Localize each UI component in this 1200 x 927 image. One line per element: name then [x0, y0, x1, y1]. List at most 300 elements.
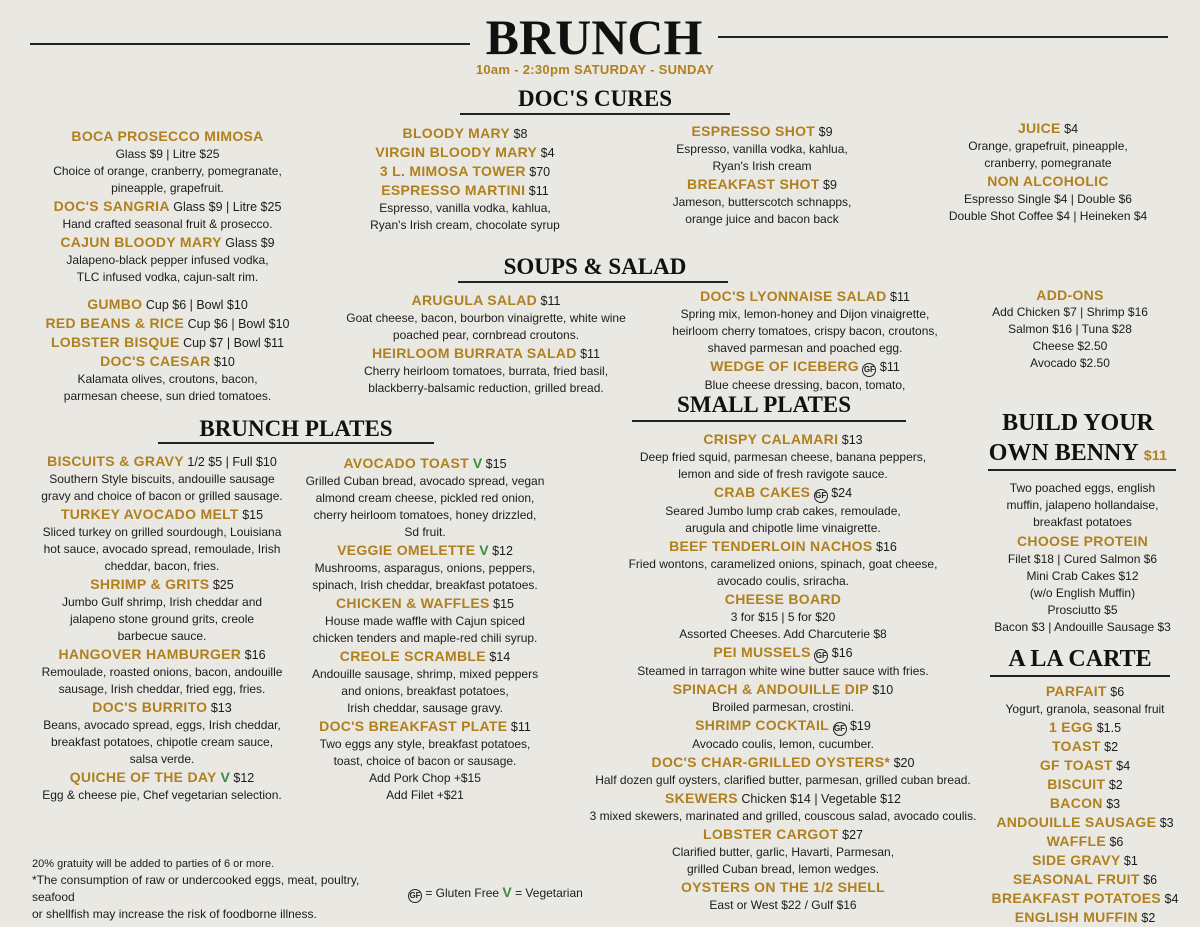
soups-rule: [458, 281, 728, 283]
menu-item: [578, 626, 988, 643]
menu-item: [578, 825, 988, 878]
menu-item-name: LOBSTER CARGOT: [703, 826, 839, 842]
menu-item-name: CHEESE BOARD: [724, 591, 842, 607]
menu-item-name: SKEWERS: [665, 790, 738, 806]
menu-item-price: $13: [838, 433, 863, 447]
menu-item: [985, 870, 1185, 889]
cures-col2: [320, 124, 610, 234]
menu-item-price: $12: [229, 771, 255, 785]
menu-item-name: OYSTERS ON THE 1/2 SHELL: [680, 879, 885, 895]
menu-item-price: $9: [819, 178, 837, 192]
menu-item-price: $10: [868, 683, 894, 697]
benny-protein-list-line: Filet $18 | Cured Salmon $6: [1007, 552, 1158, 566]
menu-item-name: ANDOUILLE SAUSAGE: [996, 814, 1157, 830]
menu-item: [578, 753, 988, 789]
cures-col3: [612, 122, 912, 228]
menu-item: [908, 172, 1188, 225]
menu-item-name: GF TOAST: [1039, 757, 1113, 773]
menu-item: [578, 878, 988, 914]
menu-item-heading: [290, 717, 560, 736]
benny-protein-list-line: Bacon $3 | Andouille Sausage $3: [994, 620, 1171, 634]
menu-item-desc-line: Clarified butter, garlic, Havarti, Parmesan,: [671, 845, 895, 859]
menu-item: [578, 789, 988, 825]
menu-item-desc-line: barbecue sauce.: [117, 629, 207, 643]
gluten-free-icon: GF: [862, 363, 876, 377]
menu-item-heading: [326, 344, 646, 363]
menu-item-heading: [660, 287, 950, 306]
alacarte-col: [985, 682, 1185, 927]
menu-item-price: $8: [510, 127, 528, 141]
menu-item-name: VEGGIE OMELETTE: [337, 542, 476, 558]
menu-item-price: $20: [890, 756, 915, 770]
menu-item-desc-line: gravy and choice of bacon or grilled sausage.: [41, 489, 283, 503]
menu-item-heading: [578, 716, 988, 736]
menu-item-desc-line: Jumbo Gulf shrimp, Irish cheddar and: [61, 595, 263, 609]
benny-protein-list-line: (w/o English Muffin): [1029, 586, 1136, 600]
menu-item-desc-line: 3 mixed skewers, marinated and grilled, couscous salad, avocado coulis.: [589, 809, 977, 823]
title-rule-left: [30, 43, 470, 45]
menu-item-heading: [612, 175, 912, 194]
menu-item-heading: [985, 832, 1185, 851]
menu-item-price: $2: [1137, 911, 1156, 925]
addons-lines-line: Avocado $2.50: [1030, 356, 1110, 370]
menu-item-price: $11: [576, 347, 601, 361]
menu-item-price: $2: [1100, 740, 1119, 754]
menu-item: [320, 181, 610, 234]
menu-item-price: $70: [525, 165, 551, 179]
menu-item-name: TOAST: [1051, 738, 1101, 754]
menu-item-heading: [290, 454, 560, 473]
menu-item: [660, 287, 950, 357]
menu-item-price: Cup $6 | Bowl $10: [142, 298, 248, 312]
menu-item-price: $11: [525, 184, 549, 198]
menu-item: [985, 832, 1185, 851]
menu-item-desc-line: House made waffle with Cajun spiced: [325, 614, 525, 628]
section-alacarte-title: A LA CARTE: [1008, 646, 1152, 672]
menu-item: [290, 647, 560, 717]
menu-item-desc-line: cheddar, bacon, fries.: [104, 559, 220, 573]
soups-col3: [660, 287, 950, 394]
menu-item-heading: [985, 908, 1185, 927]
gluten-free-icon: GF: [814, 489, 828, 503]
menu-item-price: $4: [1112, 759, 1131, 773]
menu-item: [290, 454, 560, 541]
menu-item: [20, 197, 315, 233]
menu-item-price: $9: [815, 125, 833, 139]
menu-item: [985, 813, 1185, 832]
menu-item-price: $15: [238, 508, 264, 522]
menu-item-desc-line: jalapeno stone ground grits, creole: [69, 612, 255, 626]
menu-item-desc-line: Two eggs any style, breakfast potatoes,: [319, 737, 531, 751]
vegetarian-label: = Vegetarian: [515, 886, 583, 900]
menu-item-desc-line: spinach, Irish cheddar, breakfast potatoes.: [312, 578, 538, 592]
brunch-col2: [290, 454, 560, 804]
menu-item-desc-line: cranberry, pomegranate: [984, 156, 1112, 170]
menu-item-name: SIDE GRAVY: [1032, 852, 1121, 868]
menu-item: [985, 682, 1185, 718]
menu-item-desc-line: Glass $9 | Litre $25: [115, 147, 220, 161]
menu-item-desc-line: Mushrooms, asparagus, onions, peppers,: [314, 561, 536, 575]
menu-item-desc-line: East or West $22 / Gulf $16: [709, 898, 857, 912]
menu-item-heading: [578, 878, 988, 897]
menu-item-heading: [12, 698, 312, 717]
menu-item-heading: [320, 143, 610, 162]
benny-protein-list-line: Prosciutto $5: [1047, 603, 1118, 617]
menu-item: [326, 291, 646, 344]
menu-item-heading: [320, 162, 610, 181]
menu-item-heading: [578, 537, 988, 556]
menu-item-desc-line: Egg & cheese pie, Chef vegetarian selection.: [42, 788, 282, 802]
menu-item-price: $6: [1139, 873, 1158, 887]
benny-title-line1: BUILD YOUR: [1002, 410, 1154, 436]
menu-item-name: DOC'S LYONNAISE SALAD: [700, 288, 887, 304]
benny-title-line2: OWN BENNY: [988, 440, 1138, 466]
menu-item-name: ESPRESSO SHOT: [691, 123, 816, 139]
menu-item-desc-line: cherry heirloom tomatoes, honey drizzled,: [313, 508, 537, 522]
menu-item-name: VIRGIN BLOODY MARY: [375, 144, 538, 160]
menu-item-price: $1.5: [1093, 721, 1122, 735]
menu-item: [985, 851, 1185, 870]
vegetarian-icon: V: [468, 455, 483, 471]
menu-item-name: GUMBO: [87, 296, 143, 312]
menu-item-name: PEI MUSSELS: [713, 644, 811, 660]
benny-desc: [985, 480, 1180, 531]
menu-item-name: ARUGULA SALAD: [411, 292, 538, 308]
menu-item-name: BEEF TENDERLOIN NACHOS: [669, 538, 873, 554]
menu-item-name: HANGOVER HAMBURGER: [58, 646, 242, 662]
menu-item-name: DOC'S BURRITO: [92, 699, 208, 715]
menu-item-heading: [985, 775, 1185, 794]
legend: [408, 884, 628, 903]
menu-item-desc-line: almond cream cheese, pickled red onion,: [315, 491, 535, 505]
menu-item-desc-line: Assorted Cheeses. Add Charcuterie $8: [679, 627, 887, 641]
menu-item-price: $2: [1105, 778, 1123, 792]
menu-item-desc-line: poached pear, cornbread croutons.: [392, 328, 580, 342]
menu-item-heading: [985, 851, 1185, 870]
menu-item: [12, 575, 312, 645]
menu-item-desc-line: Avocado coulis, lemon, cucumber.: [692, 737, 874, 751]
menu-item: [320, 143, 610, 162]
benny-rule: [988, 469, 1176, 471]
addons-block: [960, 286, 1180, 372]
menu-item-heading: [985, 813, 1185, 832]
menu-item: [12, 698, 312, 768]
menu-item-heading: [985, 794, 1185, 813]
menu-item-heading: [12, 575, 312, 594]
menu-item: [290, 594, 560, 647]
menu-item-heading: [908, 172, 1188, 191]
menu-item: [12, 645, 312, 698]
menu-item-desc-line: hot sauce, avocado spread, remoulade, Irish: [43, 542, 281, 556]
menu-item: [985, 756, 1185, 775]
menu-item-heading: [320, 124, 610, 143]
menu-item: [12, 452, 312, 505]
addons-lines: [960, 304, 1180, 372]
menu-item-name: WAFFLE: [1046, 833, 1106, 849]
menu-item-price: $16: [241, 648, 266, 662]
menu-item-name: SPINACH & ANDOUILLE DIP: [672, 681, 869, 697]
menu-item-name: BISCUITS & GRAVY: [47, 453, 184, 469]
menu-item-heading: [20, 233, 315, 252]
menu-item-heading: [290, 594, 560, 613]
menu-item: [985, 775, 1185, 794]
menu-item-heading: [20, 127, 315, 146]
menu-item-desc-line: Remoulade, roasted onions, bacon, andouille: [41, 665, 283, 679]
gluten-free-icon: GF: [408, 889, 422, 903]
cures-rule: [460, 113, 730, 115]
menu-item-desc-line: Yogurt, granola, seasonal fruit: [1005, 702, 1165, 716]
menu-item-name: BLOODY MARY: [402, 125, 511, 141]
raw-food-warning: [32, 872, 392, 923]
section-soups-title: SOUPS & SALAD: [503, 254, 687, 279]
menu-item-desc-line: 3 for $15 | 5 for $20: [730, 610, 836, 624]
menu-item-desc-line: orange juice and bacon back: [685, 212, 839, 226]
section-brunch-title: BRUNCH PLATES: [199, 416, 393, 441]
menu-item-name: AVOCADO TOAST: [343, 455, 469, 471]
menu-item-name: QUICHE OF THE DAY: [69, 769, 217, 785]
menu-item-price: 1/2 $5 | Full $10: [183, 455, 277, 469]
benny-price: $11: [1143, 447, 1168, 463]
vegetarian-icon: V: [475, 542, 489, 558]
menu-item-price: $19: [846, 719, 871, 733]
menu-item-desc-line: Southern Style biscuits, andouille sausage: [49, 472, 275, 486]
menu-item: [985, 737, 1185, 756]
menu-item-price: $27: [838, 828, 863, 842]
benny-protein-list-line: Mini Crab Cakes $12: [1026, 569, 1139, 583]
menu-item-desc-line: Espresso, vanilla vodka, kahlua,: [379, 201, 551, 215]
menu-item-name: HEIRLOOM BURRATA SALAD: [371, 345, 577, 361]
menu-item-name: TURKEY AVOCADO MELT: [60, 506, 239, 522]
menu-item-heading: [20, 352, 315, 371]
menu-item-desc-line: Ryan's Irish cream: [712, 159, 812, 173]
menu-item-desc-line: Espresso Single $4 | Double $6: [964, 192, 1132, 206]
menu-item-name: 1 EGG: [1048, 719, 1094, 735]
cures-col4: [908, 119, 1188, 225]
menu-item-heading: [12, 645, 312, 664]
menu-item-name: BREAKFAST SHOT: [687, 176, 820, 192]
menu-item-name: SEASONAL FRUIT: [1012, 871, 1140, 887]
menu-item-price: $16: [828, 646, 853, 660]
menu-item-name: NON ALCOHOLIC: [987, 173, 1109, 189]
footer-notes: [32, 856, 392, 923]
menu-item-heading: [985, 682, 1185, 701]
menu-item-desc-line: Andouille sausage, shrimp, mixed peppers: [311, 667, 539, 681]
menu-item-name: BOCA PROSECCO MIMOSA: [71, 128, 264, 144]
menu-item: [20, 127, 315, 197]
addons-lines-line: Salmon $16 | Tuna $28: [1008, 322, 1132, 336]
addons-lines-line: Cheese $2.50: [1032, 339, 1108, 353]
menu-item-price: $6: [1106, 685, 1125, 699]
menu-item: [985, 718, 1185, 737]
soups-col1: [20, 295, 315, 405]
menu-item-desc-line: blackberry-balsamic reduction, grilled bread.: [368, 381, 604, 395]
menu-item-heading: [12, 768, 312, 787]
menu-item-heading: [985, 889, 1185, 908]
vegetarian-icon: V: [216, 769, 230, 785]
menu-item-heading: [908, 119, 1188, 138]
addons-lines-line: Add Chicken $7 | Shrimp $16: [992, 305, 1148, 319]
menu-item-price: Glass $9: [221, 236, 275, 250]
menu-item-name: CREOLE SCRAMBLE: [339, 648, 486, 664]
menu-item-price: $1: [1120, 854, 1138, 868]
menu-item: [20, 352, 315, 405]
menu-item-price: $16: [872, 540, 897, 554]
menu-item-desc-line: Jalapeno-black pepper infused vodka,: [66, 253, 269, 267]
menu-item-desc-line: Goat cheese, bacon, bourbon vinaigrette, white wine: [346, 311, 626, 325]
menu-item-desc-line: Blue cheese dressing, bacon, tomato,: [704, 378, 906, 392]
menu-item-price: $11: [507, 720, 531, 734]
benny-desc-line: breakfast potatoes: [1033, 515, 1132, 529]
menu-item: [660, 357, 950, 394]
menu-item-heading: [20, 197, 315, 216]
menu-item-desc-line: Sd fruit.: [404, 525, 446, 539]
menu-item-heading: [660, 357, 950, 377]
menu-item: [20, 333, 315, 352]
benny-desc-line: muffin, jalapeno hollandaise,: [1006, 498, 1159, 512]
menu-item-desc-line: Half dozen gulf oysters, clarified butter, parmesan, grilled cuban bread.: [595, 773, 971, 787]
menu-item-desc-line: Fried wontons, caramelized onions, spinach, goat cheese,: [628, 557, 938, 571]
menu-item: [578, 483, 988, 537]
menu-item: [985, 889, 1185, 908]
menu-item-heading: [326, 291, 646, 310]
cures-col1: [20, 127, 315, 286]
benny-block: [985, 480, 1180, 636]
menu-item-name: CHICKEN & WAFFLES: [336, 595, 490, 611]
soups-col2: [326, 291, 646, 397]
menu-item-price: $11: [537, 294, 561, 308]
menu-item-heading: [320, 181, 610, 200]
menu-item-heading: [578, 643, 988, 663]
menu-item: [612, 175, 912, 228]
menu-item-price: Glass $9 | Litre $25: [169, 200, 282, 214]
small-rule: [632, 420, 906, 422]
brunch-col1: [12, 452, 312, 804]
menu-item-desc-line: TLC infused vodka, cajun-salt rim.: [76, 270, 259, 284]
menu-item-price: $25: [209, 578, 234, 592]
menu-item-price: $13: [207, 701, 232, 715]
small-col: [578, 430, 988, 914]
menu-item-desc-line: parmesan cheese, sun dried tomatoes.: [63, 389, 272, 403]
gluten-free-icon: GF: [833, 722, 847, 736]
menu-item-heading: [578, 789, 988, 808]
title-rule-right: [718, 36, 1168, 38]
menu-item: [20, 314, 315, 333]
menu-item-name: BREAKFAST POTATOES: [991, 890, 1162, 906]
menu-item: [985, 908, 1185, 927]
raw-food-warning-line: or shellfish may increase the risk of foodborne illness.: [32, 907, 317, 921]
menu-item-price: Cup $7 | Bowl $11: [179, 336, 285, 350]
menu-item-heading: [578, 680, 988, 699]
menu-item: [578, 716, 988, 753]
menu-item-desc-line: and onions, breakfast potatoes,: [341, 684, 509, 698]
menu-item-price: $11: [876, 360, 900, 374]
menu-item-name: ENGLISH MUFFIN: [1014, 909, 1138, 925]
menu-item-price: $15: [489, 597, 514, 611]
menu-item-desc-line: arugula and chipotle lime vinaigrette.: [685, 521, 881, 535]
menu-item-heading: [985, 718, 1185, 737]
menu-item-desc-line: toast, choice of bacon or sausage.: [333, 754, 517, 768]
menu-item-price: Cup $6 | Bowl $10: [184, 317, 290, 331]
menu-title: BRUNCH: [485, 9, 703, 65]
menu-item-name: LOBSTER BISQUE: [50, 334, 180, 350]
menu-item-name: PARFAIT: [1045, 683, 1107, 699]
menu-item-heading: [578, 753, 988, 772]
raw-food-warning-line: *The consumption of raw or undercooked eggs, meat, poultry, seafood: [32, 873, 360, 904]
menu-item-name: RED BEANS & RICE: [45, 315, 185, 331]
menu-item-heading: [20, 333, 315, 352]
menu-item-desc-line: heirloom cherry tomatoes, crispy bacon, croutons,: [672, 324, 938, 338]
menu-item: [578, 680, 988, 716]
menu-item-price: $15: [482, 457, 507, 471]
menu-item-name: ESPRESSO MARTINI: [381, 182, 526, 198]
menu-item-desc-line: salsa verde.: [129, 752, 195, 766]
menu-item-desc-line: grilled Cuban bread, lemon wedges.: [686, 862, 880, 876]
menu-item-desc-line: Beans, avocado spread, eggs, Irish cheddar,: [43, 718, 281, 732]
gluten-free-icon: GF: [814, 649, 828, 663]
benny-protein-title: CHOOSE PROTEIN: [1017, 533, 1148, 549]
menu-item: [612, 122, 912, 175]
menu-item-desc-line: lemon and side of fresh ravigote sauce.: [678, 467, 888, 481]
menu-item: [12, 505, 312, 575]
menu-item-desc-line: Broiled parmesan, crostini.: [711, 700, 855, 714]
menu-item-desc-line: Irish cheddar, sausage gravy.: [347, 701, 503, 715]
menu-item-price: Chicken $14 | Vegetable $12: [737, 792, 901, 806]
menu-item-price: $3: [1156, 816, 1174, 830]
menu-item-name: BACON: [1049, 795, 1103, 811]
gluten-free-label: = Gluten Free: [425, 886, 500, 900]
menu-item: [985, 794, 1185, 813]
menu-item-desc-line: Steamed in tarragon white wine butter sauce with fries.: [637, 664, 929, 678]
gratuity-note: 20% gratuity will be added to parties of 6 or more.: [32, 858, 275, 870]
menu-item-name: DOC'S CHAR-GRILLED OYSTERS*: [651, 754, 891, 770]
menu-item-price: $3: [1102, 797, 1121, 811]
menu-item-name: DOC'S SANGRIA: [53, 198, 170, 214]
benny-protein-list: [985, 551, 1180, 636]
menu-item-heading: [12, 452, 312, 471]
menu-item: [320, 124, 610, 143]
menu-item-price: $24: [827, 486, 853, 500]
menu-item-price: $10: [210, 355, 235, 369]
menu-item-name: CRAB CAKES: [713, 484, 811, 500]
menu-item-desc-line: Grilled Cuban bread, avocado spread, vegan: [305, 474, 545, 488]
menu-item-name: CRISPY CALAMARI: [703, 431, 839, 447]
addons-title: ADD-ONS: [1036, 287, 1104, 303]
menu-item-name: WEDGE OF ICEBERG: [710, 358, 859, 374]
menu-item-price: $4: [537, 146, 555, 160]
menu-item-desc-line: avocado coulis, sriracha.: [716, 574, 850, 588]
menu-item: [578, 643, 988, 680]
menu-item-heading: [578, 825, 988, 844]
menu-item: [326, 344, 646, 397]
menu-item-desc-line: Hand crafted seasonal fruit & prosecco.: [62, 217, 273, 231]
menu-item-heading: [20, 295, 315, 314]
menu-item-desc-line: Jameson, butterscotch schnapps,: [672, 195, 852, 209]
menu-item-desc-line: Espresso, vanilla vodka, kahlua,: [676, 142, 848, 156]
benny-desc-line: Two poached eggs, english: [1009, 481, 1156, 495]
menu-item-desc-line: Sliced turkey on grilled sourdough, Louisiana: [42, 525, 282, 539]
menu-item-name: SHRIMP & GRITS: [90, 576, 210, 592]
menu-item: [290, 717, 560, 804]
menu-item-heading: [578, 483, 988, 503]
menu-item: [578, 430, 988, 483]
menu-item-heading: [578, 590, 988, 609]
menu-item: [908, 119, 1188, 172]
menu-item-desc-line: Seared Jumbo lump crab cakes, remoulade,: [665, 504, 901, 518]
menu-item: [20, 295, 315, 314]
menu-item-price: $4: [1060, 122, 1079, 136]
alacarte-rule: [990, 675, 1170, 677]
menu-item-name: CAJUN BLOODY MARY: [60, 234, 222, 250]
